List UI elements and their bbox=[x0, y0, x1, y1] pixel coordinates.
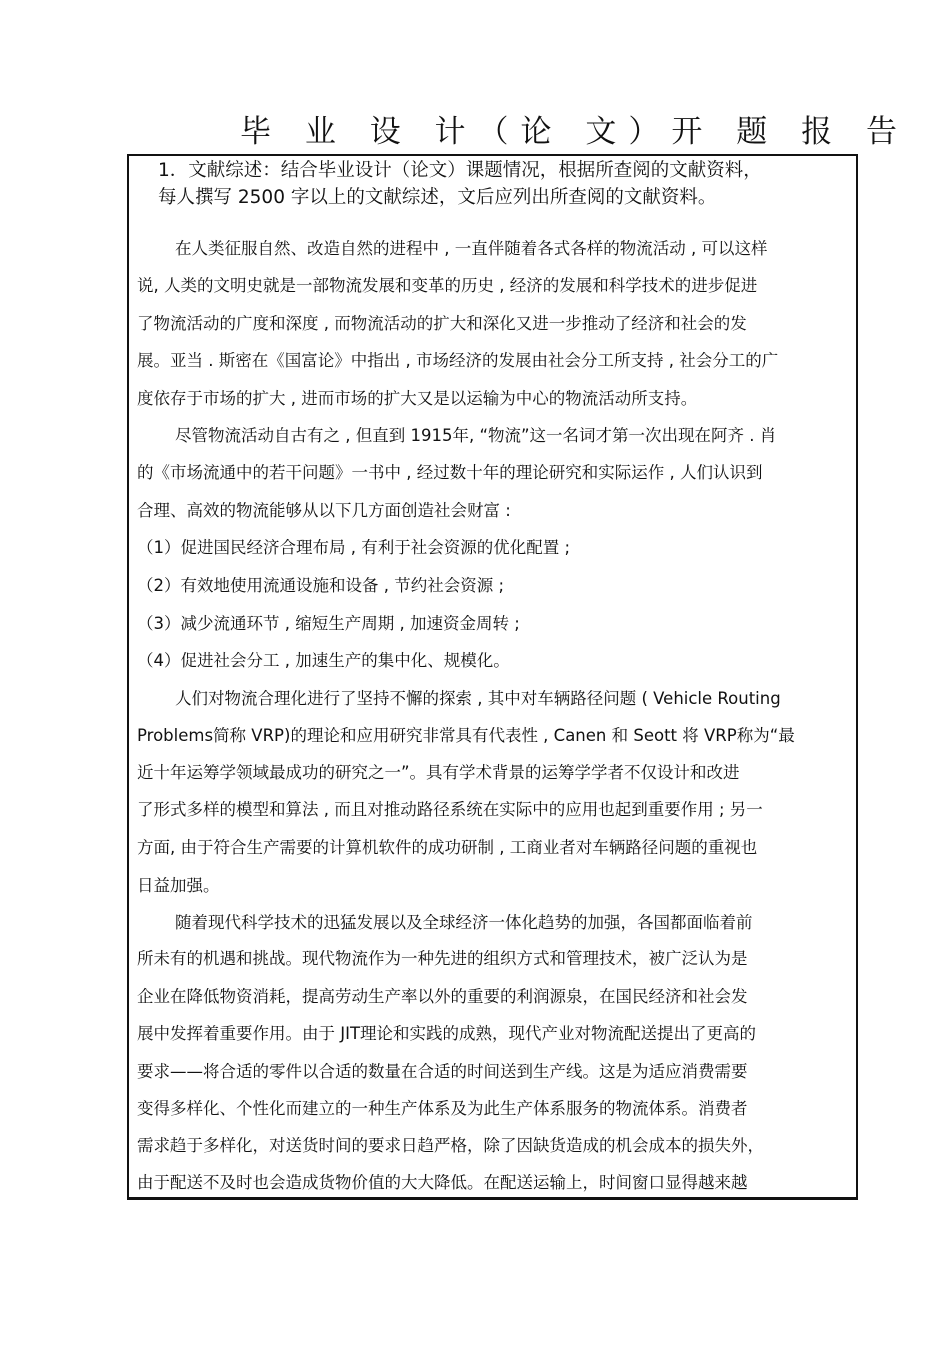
body-line: 在人类征服自然、改造自然的进程中 , 一直伴随着各式各样的物流活动 , 可以这样 bbox=[175, 239, 768, 258]
body-line: 了形式多样的模型和算法 , 而且对推动路径系统在实际中的应用也起到重要作用 ; 另一 bbox=[137, 800, 763, 819]
body-line: 展中发挥着重要作用。由于 JIT理论和实践的成熟，现代产业对物流配送提出了更高的 bbox=[137, 1024, 757, 1043]
body-line: 近十年运筹学领域最成功的研究之一”。具有学术背景的运筹学学者不仅设计和改进 bbox=[137, 763, 740, 782]
frame-tick bbox=[127, 222, 129, 230]
body-line: 随着现代科学技术的迅猛发展以及全球经济一体化趋势的加强，各国都面临着前 bbox=[175, 913, 753, 932]
body-line: 要求——将合适的零件以合适的数量在合适的时间送到生产线。这是为适应消费需要 bbox=[137, 1062, 748, 1081]
body-line: 人们对物流合理化进行了坚持不懈的探索 , 其中对车辆路径问题 ( Vehicle Routing bbox=[175, 689, 781, 708]
body-line: 需求趋于多样化，对送货时间的要求日趋严格，除了因缺货造成的机会成本的损失外， bbox=[137, 1136, 764, 1155]
list-item: （4）促进社会分工 , 加速生产的集中化、规模化。 bbox=[137, 651, 510, 670]
body-line: 尽管物流活动自古有之 , 但直到 1915年, “物流”这一名词才第一次出现在阿齐 . 肖 bbox=[175, 426, 777, 445]
page-title: 毕 业 设 计（论 文）开 题 报 告 bbox=[240, 114, 909, 150]
body-line: 变得多样化、个性化而建立的一种生产体系及为此生产体系服务的物流体系。消费者 bbox=[137, 1099, 748, 1118]
body-line: 方面, 由于符合生产需要的计算机软件的成功研制 , 工商业者对车辆路径问题的重视也 bbox=[137, 838, 758, 857]
body-line: 说, 人类的文明史就是一部物流发展和变革的历史 , 经济的发展和科学技术的进步促进 bbox=[137, 276, 758, 295]
body-line: 日益加强。 bbox=[137, 876, 220, 895]
body-line: 度依存于市场的扩大 , 进而市场的扩大又是以运输为中心的物流活动所支持。 bbox=[137, 389, 698, 408]
list-item: （2）有效地使用流通设施和设备 , 节约社会资源 ; bbox=[137, 576, 505, 595]
body-line: 企业在降低物资消耗，提高劳动生产率以外的重要的利润源泉，在国民经济和社会发 bbox=[137, 987, 748, 1006]
body-line: 的《市场流通中的若干问题》一书中 , 经过数十年的理论研究和实际运作 , 人们认识到 bbox=[137, 463, 763, 482]
list-item: （3）减少流通环节 , 缩短生产周期 , 加速资金周转 ; bbox=[137, 614, 520, 633]
body-line: 所未有的机遇和挑战。现代物流作为一种先进的组织方式和管理技术，被广泛认为是 bbox=[137, 949, 748, 968]
body-line: 由于配送不及时也会造成货物价值的大大降低。在配送运输上，时间窗口显得越来越 bbox=[137, 1173, 748, 1192]
body-line: 展。亚当 . 斯密在《国富论》中指出 , 市场经济的发展由社会分工所支持 , 社会分工的广 bbox=[137, 351, 779, 370]
list-item: （1）促进国民经济合理布局 , 有利于社会资源的优化配置 ; bbox=[137, 538, 571, 557]
body-line: 合理、高效的物流能够从以下几方面创造社会财富 : bbox=[137, 501, 511, 520]
body-line: 了物流活动的广度和深度 , 而物流活动的扩大和深化又进一步推动了经济和社会的发 bbox=[137, 314, 747, 333]
header-instruction-line-1: 1．文献综述：结合毕业设计（论文）课题情况，根据所查阅的文献资料， bbox=[158, 160, 762, 181]
body-line: Problems简称 VRP)的理论和应用研究非常具有代表性 , Canen 和 Seott 将 VRP称为“最 bbox=[137, 726, 795, 745]
header-instruction-line-2: 每人撰写 2500 字以上的文献综述，文后应列出所查阅的文献资料。 bbox=[158, 187, 717, 208]
